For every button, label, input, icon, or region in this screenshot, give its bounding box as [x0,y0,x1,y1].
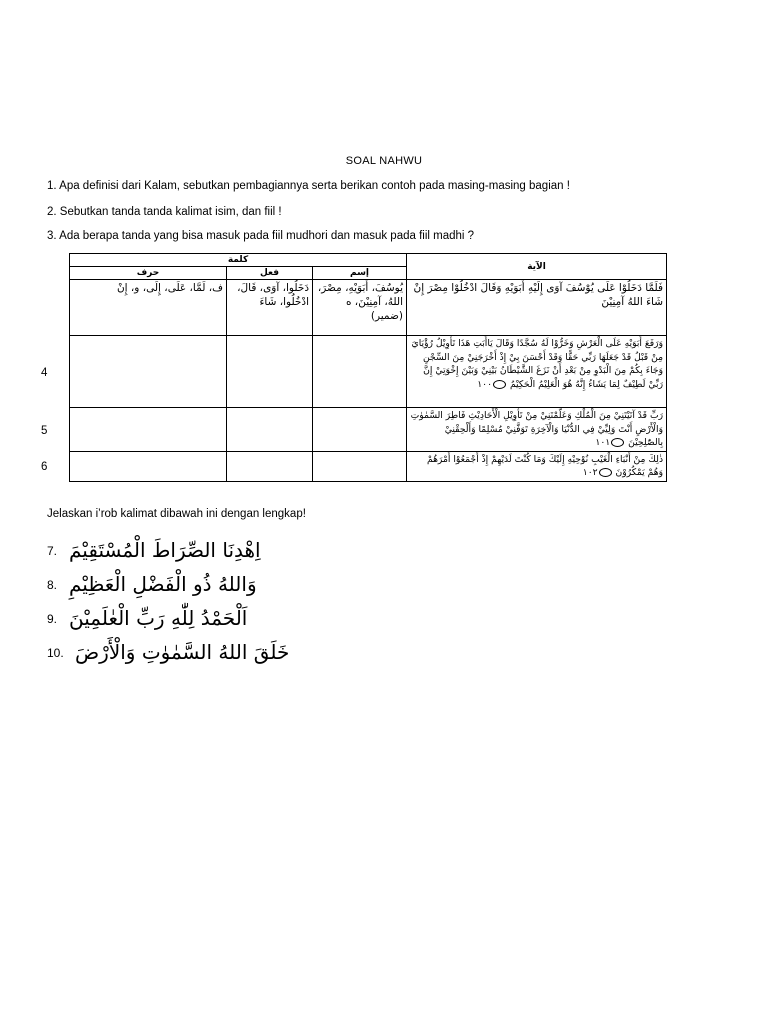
answer-fiil-cell[interactable] [227,408,313,452]
ayah-text: رَبِّ قَدْ آتَيْتَنِيْ مِنَ الْمُلْكِ وَعَلَّمْتَنِيْ مِنْ تَأْوِيْلِ الْأَحَادِيْثِ فَاطِرَ السَّمٰوٰتِ وَالْأَرْضِ أَنْتَ وَلِيِّيْ فِي الدُّنْيَا وَالْآخِرَةِ تَوَفَّنِيْ مُسْلِمًا وَأَلْحِقْنِيْ بِالصّٰلِحِيْنَ [410,410,664,448]
table-row-6 [70,451,667,481]
irob-item-number: 9. [47,612,58,626]
irob-item-number: 7. [47,544,58,558]
column-header-fiil: فعل [227,267,313,280]
ayah-cell [407,408,667,452]
analysis-table [69,253,667,482]
ayah-text: ذٰلِكَ مِنْ أَنْبَاءِ الْغَيْبِ نُوْحِيْهِ إِلَيْكَ وَمَا كُنْتَ لَدَيْهِمْ إِذْ أَجْمَعُوْا أَمْرَهُمْ وَهُمْ يَمْكُرُوْنَ [426,453,664,478]
ayah-end-marker-icon [493,380,506,389]
irob-item-text: وَاللهُ ذُو الْفَضْلِ الْعَظِيْمِ [69,572,257,596]
answer-harf-cell[interactable] [70,451,227,481]
irob-item-text: خَلَقَ اللهُ السَّمٰوٰتِ وَالْأَرْضَ [75,640,290,664]
example-fiil-cell: دَخَلُوا، آوَى، قَالَ، ادْخُلُوا، شَاءَ [227,280,313,336]
irob-instruction: Jelaskan i’rob kalimat dibawah ini dengan lengkap! [47,508,306,520]
column-header-harf: حرف [70,267,227,280]
answer-harf-cell[interactable] [70,336,227,408]
table-row-5 [70,408,667,452]
irob-item-text: اِهْدِنَا الصِّرَاطَ الْمُسْتَقِيْمَ [69,538,261,562]
irob-item-text: اَلْحَمْدُ لِلّٰهِ رَبِّ الْعٰلَمِيْنَ [69,606,248,630]
irob-item-number: 10. [47,646,64,660]
row-number-4: 4 [41,367,48,379]
answer-harf-cell[interactable] [70,408,227,452]
answer-ism-cell[interactable] [313,336,407,408]
column-header-ism: إسم [313,267,407,280]
ayah-text: وَرَفَعَ أَبَوَيْهِ عَلَى الْعَرْشِ وَخَرُّوْا لَهُ سُجَّدًا وَقَالَ يَاأَبَتِ هَذَا تَأْوِيْلُ رُؤْيَايَ مِنْ قَبْلُ قَدْ جَعَلَهَا رَبِّي حَقًّا وَقَدْ أَحْسَنَ بِيْ إِذْ أَخْرَجَنِيْ مِنَ السِّجْنِ وَجَاءَ بِكُمْ مِنَ الْبَدْوِ مِنْ بَعْدِ أَنْ نَزَغَ الشَّيْطَانُ بَيْنِيْ وَبَيْنَ إِخْوَتِيْ إِنَّ رَبِّيْ لَطِيْفٌ لِمَا يَشَاءُ إِنَّهُ هُوَ الْعَلِيْمُ الْحَكِيْمُ [411,338,664,390]
answer-fiil-cell[interactable] [227,451,313,481]
ayah-number: ١٠١ [595,437,611,448]
header-ayah: الآية [407,254,667,280]
question-3: 3. Ada berapa tanda yang bisa masuk pada fiil mudhori dan masuk pada fiil madhi ? [47,230,475,242]
question-2: 2. Sebutkan tanda tanda kalimat isim, dan fiil ! [47,206,282,218]
answer-ism-cell[interactable] [313,408,407,452]
irob-item-number: 8. [47,578,58,592]
page-title: SOAL NAHWU [345,155,423,167]
ayah-number: ١٠٢ [582,467,598,478]
example-ism-cell: يُوسُفَ، أَبَوَيْهِ، مِصْرَ، اللهُ، آمِنِيْنَ، ه (ضمير) [313,280,407,336]
question-1: 1. Apa definisi dari Kalam, sebutkan pembagiannya serta berikan contoh pada masing-masing bagian ! [47,180,570,192]
ayah-end-marker-icon [611,438,624,447]
row-number-5: 5 [41,425,48,437]
answer-ism-cell[interactable] [313,451,407,481]
ayah-number: ١٠٠ [477,378,493,390]
table-row-4 [70,336,667,408]
ayah-cell [407,336,667,408]
example-harf-cell: ف، لَمَّا، عَلَى، إِلَى، و، إِنْ [70,280,227,336]
ayah-cell [407,451,667,481]
answer-fiil-cell[interactable] [227,336,313,408]
header-kalimah: كلمة [70,254,407,267]
row-number-6: 6 [41,461,48,473]
ayah-end-marker-icon [599,468,612,477]
example-ayah-cell: فَلَمَّا دَخَلُوْا عَلَى يُوْسُفَ آوَى إِلَيْهِ أَبَوَيْهِ وَقَالَ ادْخُلُوْا مِصْرَ إِنْ شَاءَ اللهُ آمِنِيْنَ [407,280,667,336]
table-row-example [70,280,667,336]
